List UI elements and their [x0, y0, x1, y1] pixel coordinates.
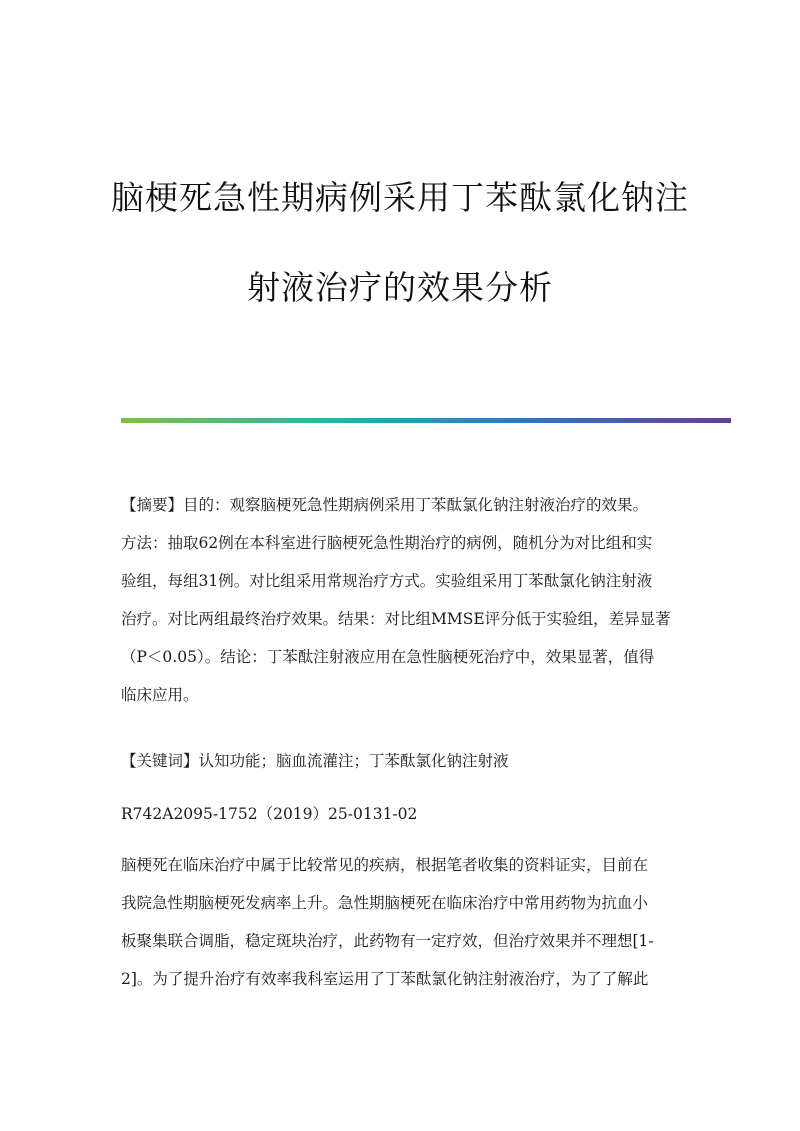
- keywords-line: 【关键词】认知功能；脑血流灌注；丁苯酞氯化钠注射液: [121, 752, 509, 770]
- abstract-line: 【摘要】目的：观察脑梗死急性期病例采用丁苯酞氯化钠注射液治疗的效果。: [121, 496, 649, 514]
- intro-line: 我院急性期脑梗死发病率上升。急性期脑梗死在临床治疗中常用药物为抗血小: [121, 894, 649, 912]
- intro-paragraph: [121, 846, 681, 998]
- abstract-line: 临床应用。: [121, 686, 199, 704]
- abstract-line: 方法：抽取62例在本科室进行脑梗死急性期治疗的病例，随机分为对比组和实: [121, 534, 653, 552]
- classification-code: R742A2095-1752（2019）25-0131-02: [121, 805, 418, 823]
- gradient-divider: [121, 418, 731, 423]
- title-line-1: 脑梗死急性期病例采用丁苯酞氯化钠注: [111, 178, 689, 217]
- abstract-line: （P＜0.05）。结论：丁苯酞注射液应用在急性脑梗死治疗中，效果显著，值得: [121, 648, 655, 666]
- title-block: [0, 178, 800, 308]
- abstract-line: 验组，每组31例。对比组采用常规治疗方式。实验组采用丁苯酞氯化钠注射液: [121, 572, 653, 590]
- intro-line: 脑梗死在临床治疗中属于比较常见的疾病，根据笔者收集的资料证实，目前在: [121, 856, 649, 874]
- intro-line: 板聚集联合调脂，稳定斑块治疗，此药物有一定疗效，但治疗效果并不理想[1-: [121, 932, 654, 950]
- abstract-line: 治疗。对比两组最终治疗效果。结果：对比组MMSE评分低于实验组，差异显著: [121, 610, 671, 628]
- title-line-2: 射液治疗的效果分析: [247, 268, 553, 307]
- intro-line: 2]。为了提升治疗有效率我科室运用了丁苯酞氯化钠注射液治疗，为了了解此: [121, 970, 649, 988]
- abstract-paragraph: [121, 486, 681, 714]
